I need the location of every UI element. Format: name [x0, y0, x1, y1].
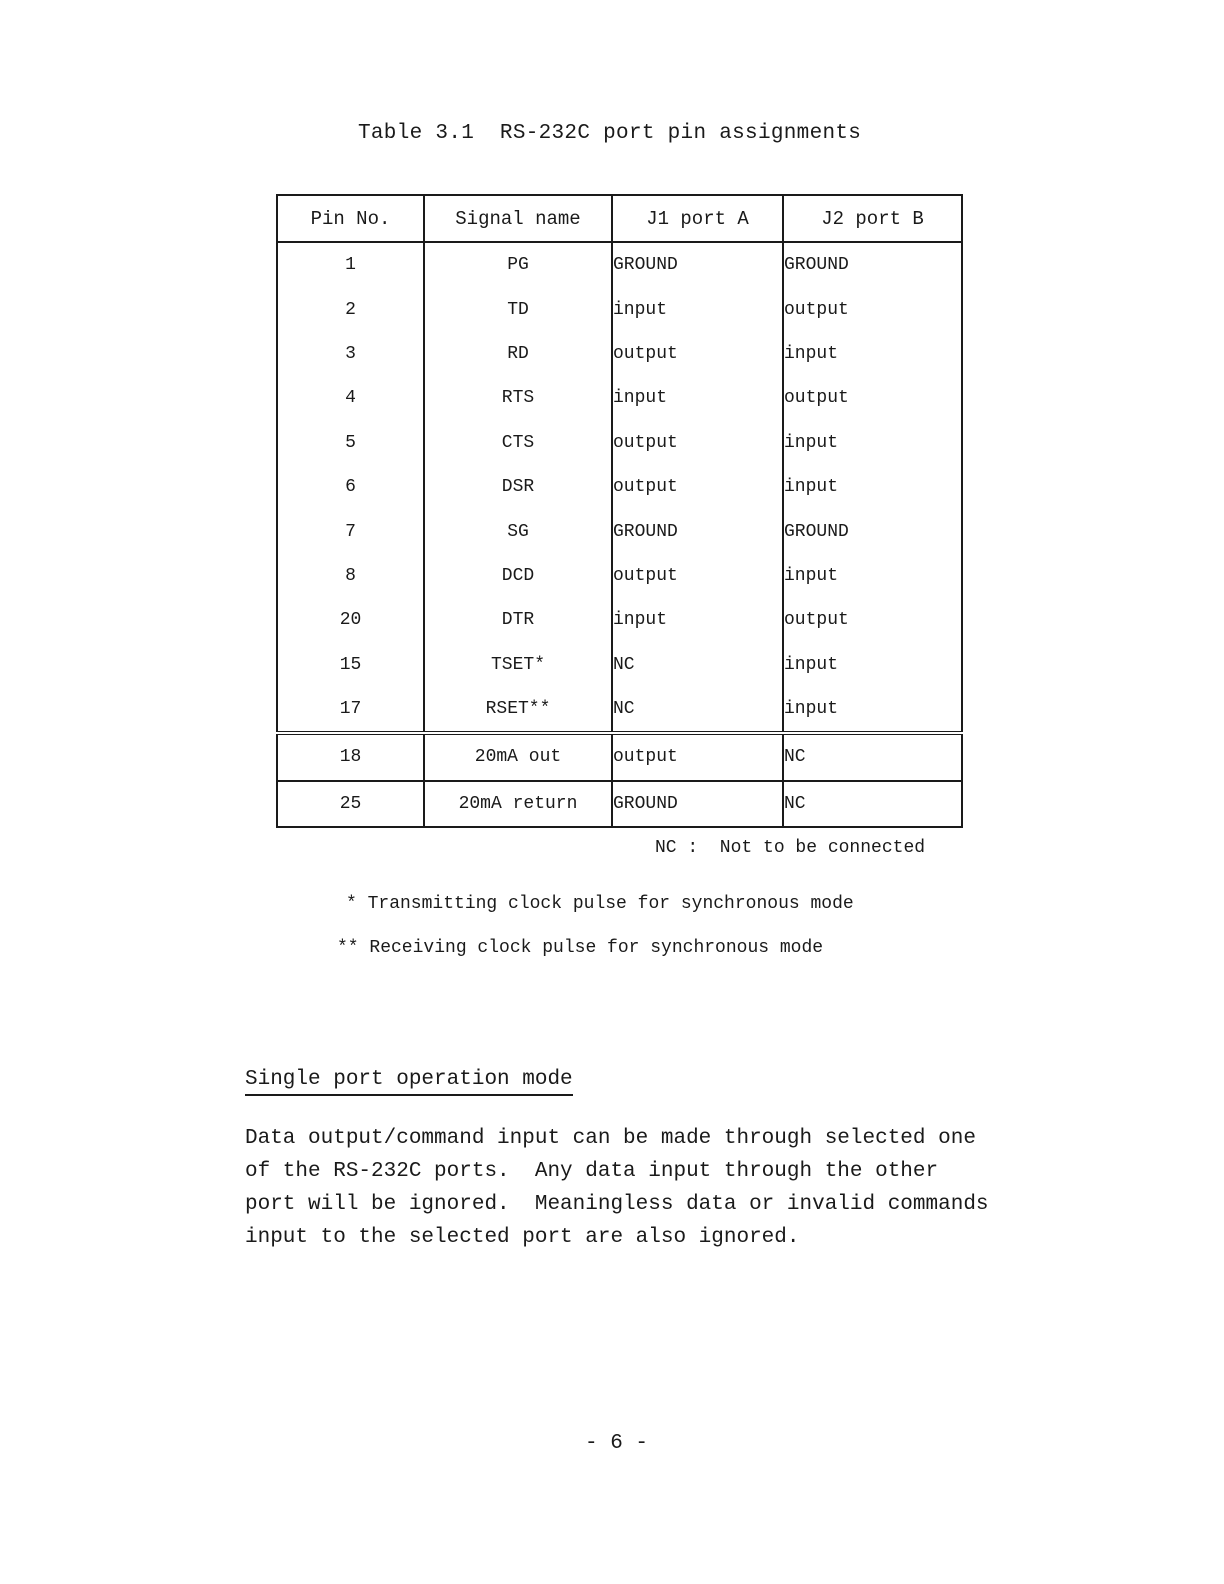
port-a-direction: output [612, 421, 783, 465]
paragraph-line: of the RS-232C ports. Any data input through the other [245, 1160, 939, 1183]
header-j2-port-b: J2 port B [783, 195, 962, 242]
pin-number: 15 [277, 643, 424, 687]
port-b-direction: NC [783, 781, 962, 827]
signal-name: TSET* [424, 643, 612, 687]
signal-name: RTS [424, 376, 612, 420]
port-b-direction: input [783, 421, 962, 465]
paragraph-line: port will be ignored. Meaningless data or invalid commands [245, 1193, 989, 1216]
table-row [277, 598, 962, 642]
signal-name: SG [424, 509, 612, 553]
table-row [277, 465, 962, 509]
pin-number: 1 [277, 242, 424, 287]
table-row [277, 332, 962, 376]
port-a-direction: GROUND [612, 509, 783, 553]
footnote-single-asterisk: * Transmitting clock pulse for synchronous mode [346, 894, 854, 914]
section-paragraph [245, 1122, 1045, 1254]
port-a-direction: output [612, 332, 783, 376]
port-b-direction: output [783, 598, 962, 642]
port-a-direction: GROUND [612, 242, 783, 287]
port-b-direction: GROUND [783, 509, 962, 553]
signal-name: RD [424, 332, 612, 376]
port-b-direction: input [783, 643, 962, 687]
signal-name: PG [424, 242, 612, 287]
port-a-direction: input [612, 287, 783, 331]
table-row [277, 287, 962, 331]
table-row [277, 509, 962, 553]
signal-name: TD [424, 287, 612, 331]
footnote-double-asterisk: ** Receiving clock pulse for synchronous mode [337, 938, 824, 958]
signal-name: DSR [424, 465, 612, 509]
port-b-direction: GROUND [783, 242, 962, 287]
pin-number: 20 [277, 598, 424, 642]
port-a-direction: input [612, 376, 783, 420]
pin-number: 3 [277, 332, 424, 376]
nc-legend-note: NC : Not to be connected [655, 838, 926, 858]
page-number: - 6 - [585, 1432, 649, 1455]
table-caption: Table 3.1 RS-232C port pin assignments [358, 122, 862, 145]
port-a-direction: NC [612, 643, 783, 687]
signal-name: RSET** [424, 687, 612, 733]
table-row [277, 376, 962, 420]
table-row [277, 781, 962, 827]
pin-number: 8 [277, 554, 424, 598]
pin-number: 17 [277, 687, 424, 733]
port-b-direction: input [783, 332, 962, 376]
pin-number: 4 [277, 376, 424, 420]
signal-name: 20mA out [424, 733, 612, 780]
pin-assignment-table [276, 194, 963, 828]
header-signal-name: Signal name [424, 195, 612, 242]
signal-name: CTS [424, 421, 612, 465]
header-j1-port-a: J1 port A [612, 195, 783, 242]
port-b-direction: output [783, 287, 962, 331]
port-a-direction: output [612, 465, 783, 509]
port-b-direction: input [783, 465, 962, 509]
port-a-direction: output [612, 554, 783, 598]
paragraph-line: Data output/command input can be made through selected one [245, 1127, 976, 1150]
pin-number: 5 [277, 421, 424, 465]
port-b-direction: input [783, 687, 962, 733]
pin-number: 18 [277, 733, 424, 780]
header-pin-no: Pin No. [277, 195, 424, 242]
table-row [277, 421, 962, 465]
pin-number: 7 [277, 509, 424, 553]
port-b-direction: NC [783, 733, 962, 780]
port-b-direction: output [783, 376, 962, 420]
paragraph-line: input to the selected port are also ignored. [245, 1226, 800, 1249]
table-row [277, 554, 962, 598]
port-b-direction: input [783, 554, 962, 598]
port-a-direction: GROUND [612, 781, 783, 827]
pin-number: 25 [277, 781, 424, 827]
signal-name: DTR [424, 598, 612, 642]
table-row [277, 242, 962, 287]
table-header-row [277, 195, 962, 242]
port-a-direction: input [612, 598, 783, 642]
section-heading: Single port operation mode [245, 1068, 573, 1096]
signal-name: DCD [424, 554, 612, 598]
table-row [277, 733, 962, 780]
table-row [277, 687, 962, 733]
signal-name: 20mA return [424, 781, 612, 827]
table-row [277, 643, 962, 687]
pin-number: 6 [277, 465, 424, 509]
port-a-direction: NC [612, 687, 783, 733]
port-a-direction: output [612, 733, 783, 780]
pin-number: 2 [277, 287, 424, 331]
